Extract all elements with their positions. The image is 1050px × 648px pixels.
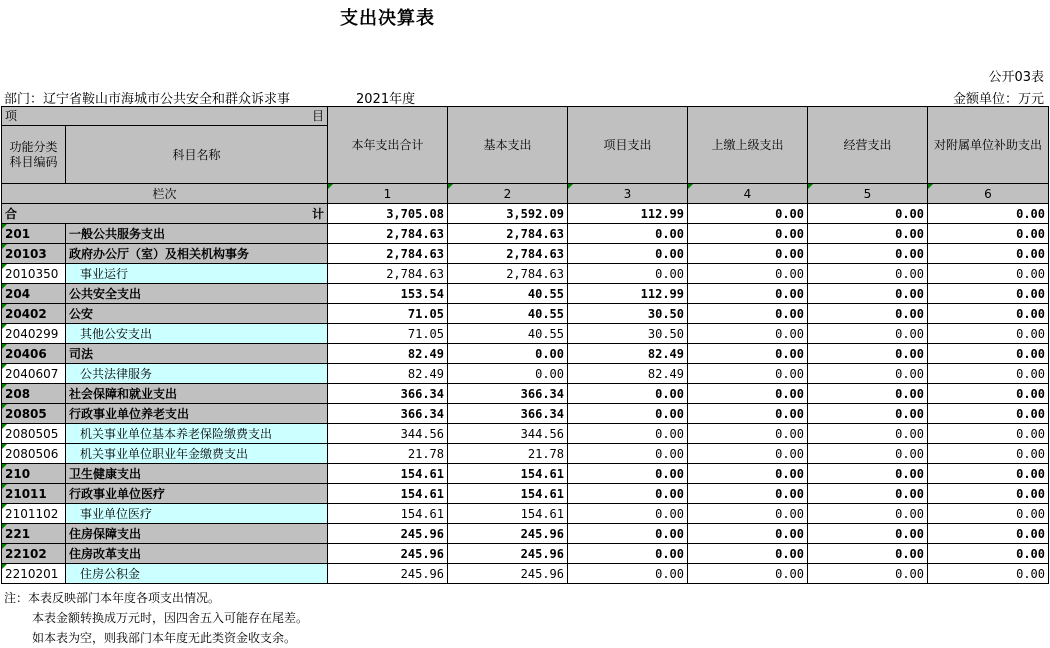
row-value: 0.00 xyxy=(928,404,1049,424)
col-num-2: 2 xyxy=(448,184,568,204)
row-value: 245.96 xyxy=(328,524,448,544)
row-value: 0.00 xyxy=(808,244,928,264)
col-header-1: 本年支出合计 xyxy=(328,107,448,184)
row-name: 卫生健康支出 xyxy=(66,464,328,484)
row-code: 20805 xyxy=(2,404,66,424)
col-num-6: 6 xyxy=(928,184,1049,204)
row-code: 204 xyxy=(2,284,66,304)
row-value: 0.00 xyxy=(568,424,688,444)
row-code: 20402 xyxy=(2,304,66,324)
row-value: 0.00 xyxy=(928,424,1049,444)
row-value: 0.00 xyxy=(688,424,808,444)
row-code: 208 xyxy=(2,384,66,404)
table-row xyxy=(2,444,1049,464)
row-code: 2210201 xyxy=(2,564,66,584)
lanci-cell: 栏次 xyxy=(2,184,328,204)
total-label: 合 计 xyxy=(2,204,328,224)
row-code: 210 xyxy=(2,464,66,484)
row-value: 0.00 xyxy=(568,384,688,404)
row-name: 住房改革支出 xyxy=(66,544,328,564)
row-value: 71.05 xyxy=(328,304,448,324)
total-value: 112.99 xyxy=(568,204,688,224)
row-name: 行政事业单位医疗 xyxy=(66,484,328,504)
row-value: 0.00 xyxy=(688,304,808,324)
row-value: 0.00 xyxy=(928,284,1049,304)
row-value: 154.61 xyxy=(448,484,568,504)
row-value: 0.00 xyxy=(688,464,808,484)
row-value: 344.56 xyxy=(328,424,448,444)
row-value: 0.00 xyxy=(688,404,808,424)
row-value: 245.96 xyxy=(448,564,568,584)
row-code: 2010350 xyxy=(2,264,66,284)
row-value: 0.00 xyxy=(808,384,928,404)
table-row xyxy=(2,524,1049,544)
table-row xyxy=(2,284,1049,304)
row-code: 2040299 xyxy=(2,324,66,344)
row-name: 行政事业单位养老支出 xyxy=(66,404,328,424)
row-value: 0.00 xyxy=(928,324,1049,344)
row-value: 0.00 xyxy=(928,264,1049,284)
row-value: 0.00 xyxy=(568,464,688,484)
row-value: 0.00 xyxy=(808,564,928,584)
row-value: 0.00 xyxy=(928,504,1049,524)
year-label: 2021年度 xyxy=(356,92,416,107)
row-value: 366.34 xyxy=(448,404,568,424)
table-row xyxy=(2,504,1049,524)
row-value: 40.55 xyxy=(448,324,568,344)
row-value: 2,784.63 xyxy=(328,224,448,244)
total-value: 0.00 xyxy=(688,204,808,224)
row-name: 机关事业单位基本养老保险缴费支出 xyxy=(66,424,328,444)
total-value: 3,592.09 xyxy=(448,204,568,224)
row-value: 0.00 xyxy=(568,444,688,464)
row-value: 21.78 xyxy=(448,444,568,464)
table-row xyxy=(2,364,1049,384)
row-value: 154.61 xyxy=(328,464,448,484)
row-value: 0.00 xyxy=(568,264,688,284)
row-value: 0.00 xyxy=(688,544,808,564)
row-value: 0.00 xyxy=(928,384,1049,404)
lanci-row xyxy=(2,184,1049,204)
row-value: 0.00 xyxy=(928,224,1049,244)
note-line: 如本表为空，则我部门本年度无此类资金收支余。 xyxy=(32,631,297,645)
notes xyxy=(4,588,308,648)
row-value: 0.00 xyxy=(568,564,688,584)
row-value: 0.00 xyxy=(808,464,928,484)
page-title: 支出决算表 xyxy=(340,8,435,29)
row-code: 221 xyxy=(2,524,66,544)
row-value: 82.49 xyxy=(328,364,448,384)
row-value: 0.00 xyxy=(808,404,928,424)
row-value: 0.00 xyxy=(808,224,928,244)
department-label: 部门：辽宁省鞍山市海城市公共安全和群众诉求事 xyxy=(4,92,291,107)
table-row xyxy=(2,464,1049,484)
row-value: 153.54 xyxy=(328,284,448,304)
row-value: 0.00 xyxy=(928,544,1049,564)
row-value: 0.00 xyxy=(928,564,1049,584)
xiang-mu-cell: 项 目 xyxy=(2,107,328,126)
table-row xyxy=(2,344,1049,364)
row-value: 245.96 xyxy=(328,564,448,584)
row-value: 0.00 xyxy=(808,364,928,384)
row-value: 0.00 xyxy=(568,544,688,564)
row-value: 0.00 xyxy=(808,484,928,504)
col-num-5: 5 xyxy=(808,184,928,204)
row-value: 2,784.63 xyxy=(448,244,568,264)
row-name: 一般公共服务支出 xyxy=(66,224,328,244)
total-value: 0.00 xyxy=(808,204,928,224)
row-value: 0.00 xyxy=(688,324,808,344)
row-value: 366.34 xyxy=(328,404,448,424)
row-value: 0.00 xyxy=(808,444,928,464)
table-row xyxy=(2,324,1049,344)
row-value: 82.49 xyxy=(328,344,448,364)
row-value: 0.00 xyxy=(808,344,928,364)
row-code: 201 xyxy=(2,224,66,244)
row-value: 154.61 xyxy=(448,504,568,524)
row-name: 住房保障支出 xyxy=(66,524,328,544)
row-code: 22102 xyxy=(2,544,66,564)
row-value: 71.05 xyxy=(328,324,448,344)
col-header-6: 对附属单位补助支出 xyxy=(928,107,1049,184)
row-code: 21011 xyxy=(2,484,66,504)
row-name: 事业单位医疗 xyxy=(66,504,328,524)
col-num-4: 4 xyxy=(688,184,808,204)
row-code: 2080505 xyxy=(2,424,66,444)
total-value: 0.00 xyxy=(928,204,1049,224)
name-header: 科目名称 xyxy=(66,126,328,184)
table-row xyxy=(2,244,1049,264)
row-value: 0.00 xyxy=(808,544,928,564)
row-value: 0.00 xyxy=(688,564,808,584)
row-value: 2,784.63 xyxy=(448,264,568,284)
note-line: 注：本表反映部门本年度各项支出情况。 xyxy=(4,591,221,605)
row-code: 2040607 xyxy=(2,364,66,384)
row-value: 0.00 xyxy=(688,224,808,244)
row-value: 154.61 xyxy=(328,504,448,524)
row-value: 245.96 xyxy=(448,544,568,564)
row-value: 366.34 xyxy=(328,384,448,404)
expenditure-table xyxy=(1,106,1049,584)
row-value: 0.00 xyxy=(808,504,928,524)
row-name: 公安 xyxy=(66,304,328,324)
row-value: 0.00 xyxy=(808,264,928,284)
row-value: 82.49 xyxy=(568,364,688,384)
row-value: 0.00 xyxy=(928,524,1049,544)
row-value: 0.00 xyxy=(928,464,1049,484)
row-value: 2,784.63 xyxy=(328,244,448,264)
note-line: 本表金额转换成万元时，因四舍五入可能存在尾差。 xyxy=(32,611,309,625)
row-value: 0.00 xyxy=(688,484,808,504)
row-value: 2,784.63 xyxy=(328,264,448,284)
table-row xyxy=(2,564,1049,584)
row-value: 30.50 xyxy=(568,304,688,324)
row-value: 245.96 xyxy=(448,524,568,544)
row-value: 0.00 xyxy=(688,364,808,384)
row-value: 0.00 xyxy=(928,364,1049,384)
row-value: 0.00 xyxy=(688,384,808,404)
table-row xyxy=(2,484,1049,504)
row-value: 366.34 xyxy=(448,384,568,404)
row-value: 0.00 xyxy=(688,284,808,304)
row-value: 0.00 xyxy=(688,344,808,364)
unit-label: 金额单位：万元 xyxy=(952,92,1044,107)
row-value: 40.55 xyxy=(448,304,568,324)
row-value: 245.96 xyxy=(328,544,448,564)
row-value: 0.00 xyxy=(928,244,1049,264)
row-value: 154.61 xyxy=(328,484,448,504)
col-header-2: 基本支出 xyxy=(448,107,568,184)
row-name: 司法 xyxy=(66,344,328,364)
row-value: 0.00 xyxy=(808,424,928,444)
row-name: 社会保障和就业支出 xyxy=(66,384,328,404)
row-value: 0.00 xyxy=(688,444,808,464)
row-name: 政府办公厅（室）及相关机构事务 xyxy=(66,244,328,264)
row-name: 住房公积金 xyxy=(66,564,328,584)
col-header-4: 上缴上级支出 xyxy=(688,107,808,184)
row-name: 公共法律服务 xyxy=(66,364,328,384)
table-row xyxy=(2,404,1049,424)
table-row xyxy=(2,544,1049,564)
row-value: 21.78 xyxy=(328,444,448,464)
row-value: 0.00 xyxy=(448,344,568,364)
table-row xyxy=(2,304,1049,324)
row-value: 0.00 xyxy=(448,364,568,384)
row-name: 事业运行 xyxy=(66,264,328,284)
row-code: 2080506 xyxy=(2,444,66,464)
row-value: 0.00 xyxy=(568,404,688,424)
table-row xyxy=(2,264,1049,284)
row-value: 0.00 xyxy=(688,264,808,284)
col-header-3: 项目支出 xyxy=(568,107,688,184)
row-value: 112.99 xyxy=(568,284,688,304)
row-name: 机关事业单位职业年金缴费支出 xyxy=(66,444,328,464)
row-value: 344.56 xyxy=(448,424,568,444)
table-row xyxy=(2,384,1049,404)
header-row-1 xyxy=(2,107,1049,126)
row-value: 154.61 xyxy=(448,464,568,484)
col-header-5: 经营支出 xyxy=(808,107,928,184)
row-value: 30.50 xyxy=(568,324,688,344)
row-value: 0.00 xyxy=(688,244,808,264)
row-value: 0.00 xyxy=(808,324,928,344)
total-row xyxy=(2,204,1049,224)
row-value: 0.00 xyxy=(808,304,928,324)
row-value: 0.00 xyxy=(568,484,688,504)
row-value: 40.55 xyxy=(448,284,568,304)
row-value: 0.00 xyxy=(568,524,688,544)
table-row xyxy=(2,224,1049,244)
row-code: 20103 xyxy=(2,244,66,264)
row-value: 0.00 xyxy=(688,504,808,524)
row-value: 0.00 xyxy=(808,284,928,304)
row-name: 公共安全支出 xyxy=(66,284,328,304)
code-header: 功能分类科目编码 xyxy=(2,126,66,184)
table-row xyxy=(2,424,1049,444)
col-num-1: 1 xyxy=(328,184,448,204)
form-code: 公开03表 xyxy=(988,70,1044,85)
row-value: 0.00 xyxy=(568,244,688,264)
row-value: 0.00 xyxy=(568,504,688,524)
row-value: 0.00 xyxy=(928,304,1049,324)
total-value: 3,705.08 xyxy=(328,204,448,224)
row-value: 2,784.63 xyxy=(448,224,568,244)
row-value: 82.49 xyxy=(568,344,688,364)
row-code: 2101102 xyxy=(2,504,66,524)
row-value: 0.00 xyxy=(928,444,1049,464)
row-name: 其他公安支出 xyxy=(66,324,328,344)
row-code: 20406 xyxy=(2,344,66,364)
col-num-3: 3 xyxy=(568,184,688,204)
row-value: 0.00 xyxy=(808,524,928,544)
row-value: 0.00 xyxy=(928,344,1049,364)
row-value: 0.00 xyxy=(688,524,808,544)
row-value: 0.00 xyxy=(928,484,1049,504)
row-value: 0.00 xyxy=(568,224,688,244)
